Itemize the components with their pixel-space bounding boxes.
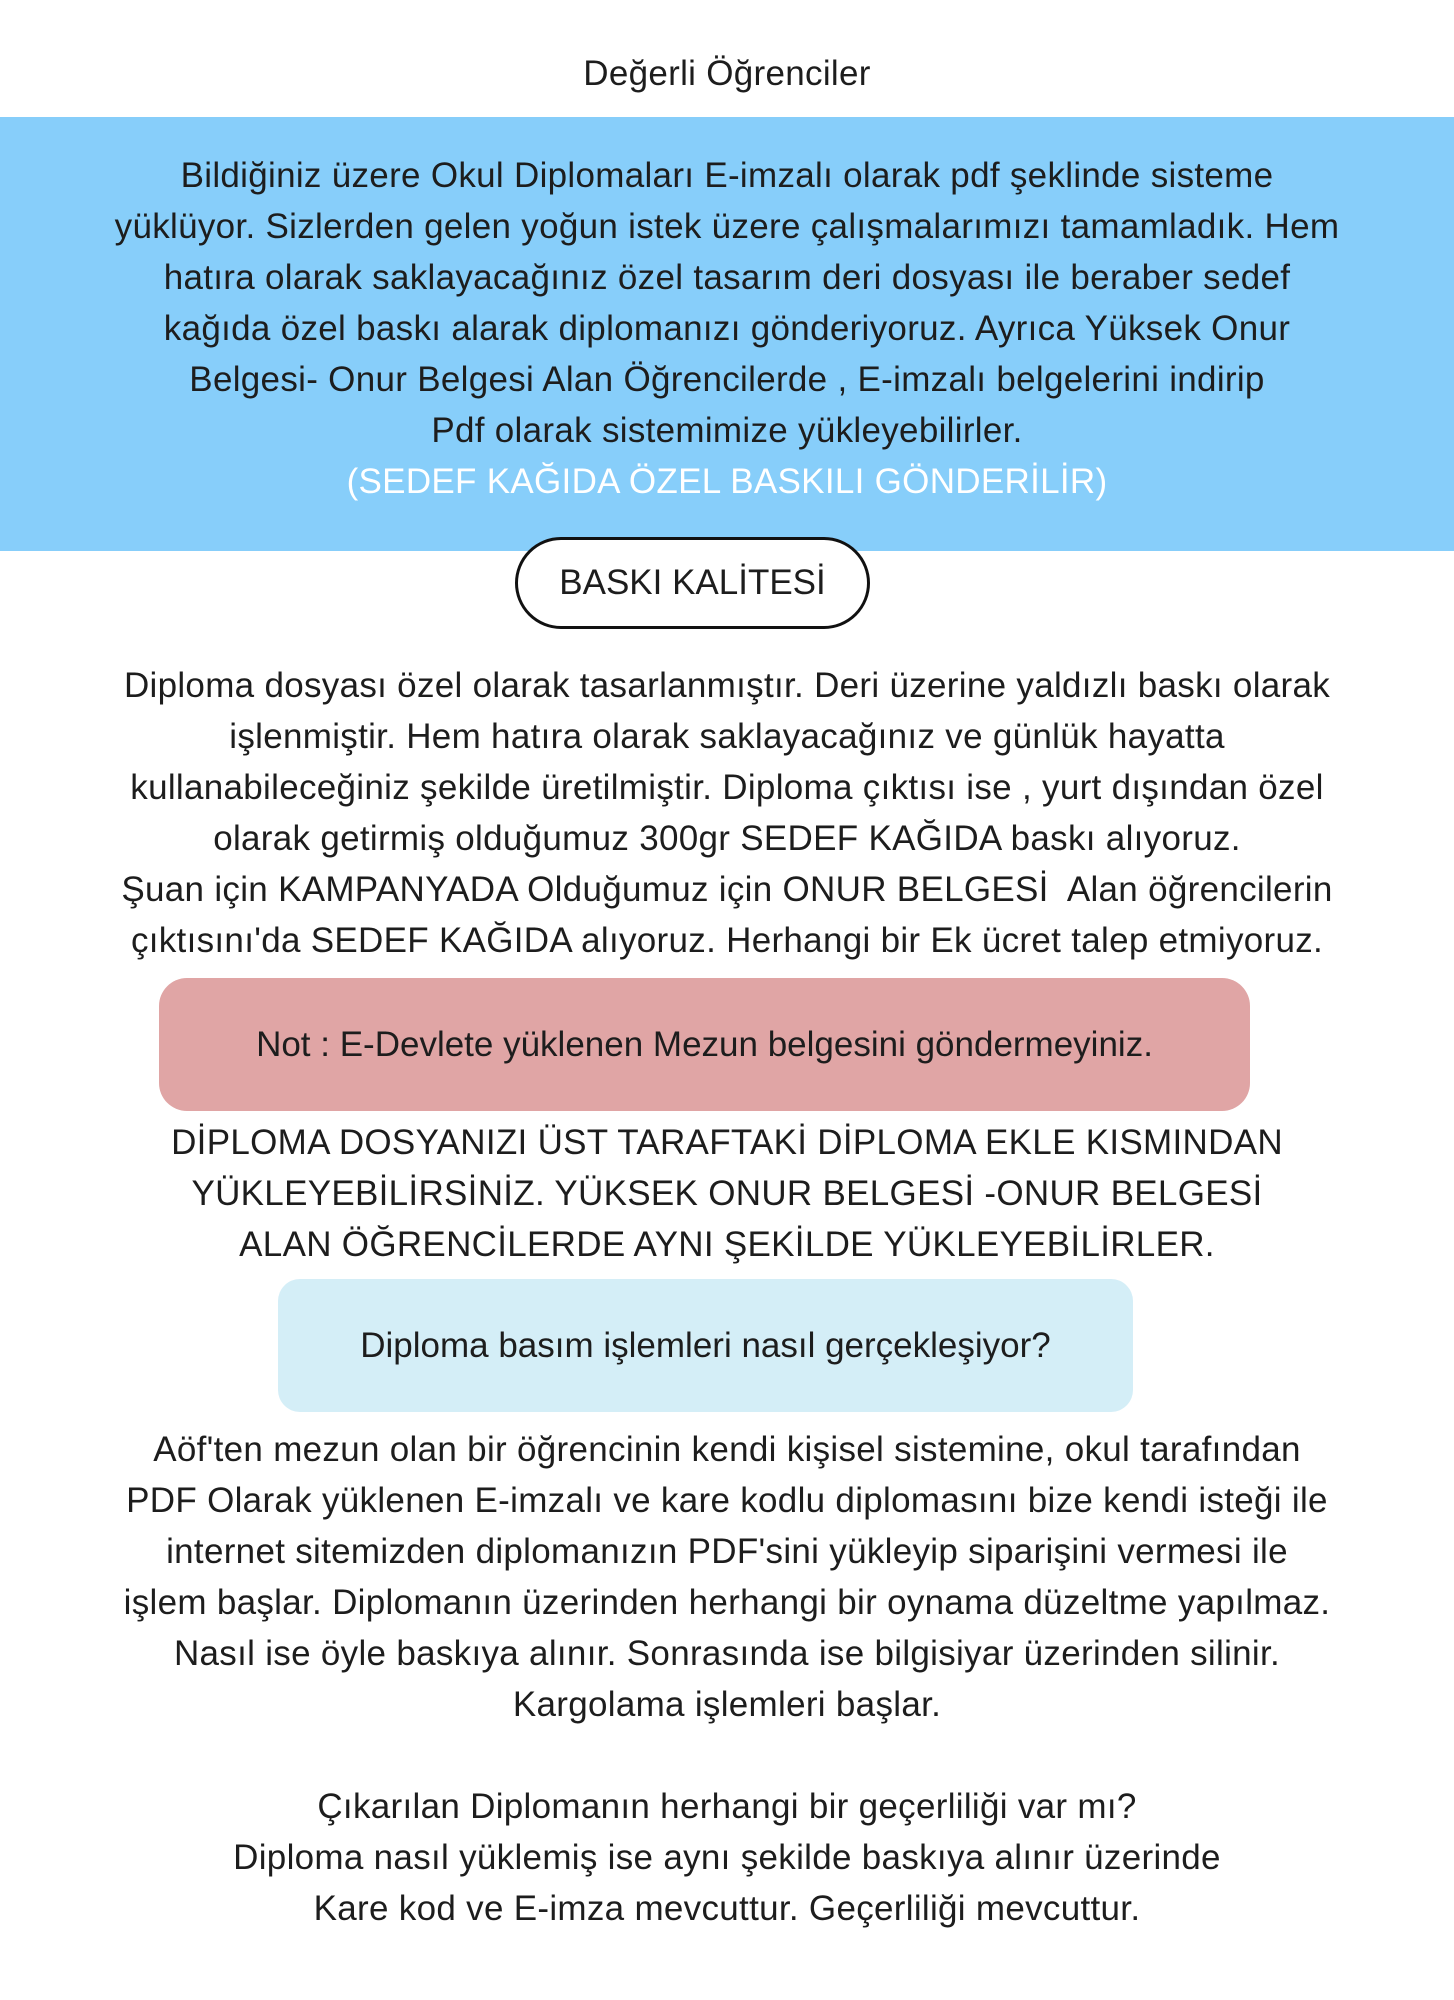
paragraph-line: Aöf'ten mezun olan bir öğrencinin kendi kişisel sistemine, okul tarafından [153,1430,1301,1469]
paragraph-line: Diploma dosyası özel olarak tasarlanmıştır. Deri üzerine yaldızlı baskı olarak [123,666,1331,705]
intro-line: Belgesi- Onur Belgesi Alan Öğrencilerde , E-imzalı belgelerini indirip [189,360,1265,399]
paragraph-line: Kare kod ve E-imza mevcuttur. Geçerliliği mevcuttur. [313,1889,1141,1928]
paragraph-line: Şuan için KAMPANYADA Olduğumuz için ONUR BELGESİ Alan öğrencilerin [121,870,1333,909]
intro-highlight: (SEDEF KAĞIDA ÖZEL BASKILI GÖNDERİLİR) [346,462,1108,501]
intro-line: kağıda özel baskı alarak diplomanızı gönderiyoruz. Ayrıca Yüksek Onur [163,309,1291,348]
intro-banner [0,117,1454,551]
paragraph-line: olarak getirmiş olduğumuz 300gr SEDEF KAĞIDA baskı alıyoruz. [213,819,1241,858]
paragraph-line: işlem başlar. Diplomanın üzerinden herhangi bir oynama düzeltme yapılmaz. [123,1583,1331,1622]
instruction-line: YÜKLEYEBİLİRSİNİZ. YÜKSEK ONUR BELGESİ -ONUR BELGESİ [191,1174,1263,1213]
paragraph-line: PDF Olarak yüklenen E-imzalı ve kare kodlu diplomasını bize kendi isteği ile [126,1481,1328,1520]
validity-paragraph [0,1781,1454,1934]
intro-line: Bildiğiniz üzere Okul Diplomaları E-imzalı olarak pdf şeklinde sisteme [180,156,1274,195]
instruction-line: DİPLOMA DOSYANIZI ÜST TARAFTAKİ DİPLOMA EKLE KISMINDAN [171,1123,1283,1162]
print-quality-paragraph [0,660,1454,966]
paragraph-line: çıktısını'da SEDEF KAĞIDA alıyoruz. Herhangi bir Ek ücret talep etmiyoruz. [130,921,1324,960]
paragraph-line: kullanabileceğiniz şekilde üretilmiştir. Diploma çıktısı ise , yurt dışından özel [130,768,1324,807]
print-quality-heading: BASKI KALİTESİ [515,537,870,629]
paragraph-line: Diploma nasıl yüklemiş ise aynı şekilde baskıya alınır üzerinde [233,1838,1221,1877]
paragraph-line: Nasıl ise öyle baskıya alınır. Sonrasında ise bilgisiyar üzerinden silinir. [173,1634,1281,1673]
paragraph-line: internet sitemizden diplomanızın PDF'sini yükleyip siparişini vermesi ile [166,1532,1288,1571]
intro-line: hatıra olarak saklayacağınız özel tasarım deri dosyası ile beraber sedef [163,258,1291,297]
paragraph-line: Çıkarılan Diplomanın herhangi bir geçerliliği var mı? [317,1787,1137,1826]
process-paragraph [0,1424,1454,1730]
warning-note: Not : E-Devlete yüklenen Mezun belgesini göndermeyiniz. [159,978,1250,1111]
page-title: Değerli Öğrenciler [583,54,871,93]
intro-line: Pdf olarak sistemimize yükleyebilirler. [431,411,1023,450]
intro-line: yüklüyor. Sizlerden gelen yoğun istek üzere çalışmalarımızı tamamladık. Hem [114,207,1340,246]
paragraph-line: işlenmiştir. Hem hatıra olarak saklayacağınız ve günlük hayatta [229,717,1225,756]
instruction-line: ALAN ÖĞRENCİLERDE AYNI ŞEKİLDE YÜKLEYEBİLİRLER. [239,1225,1215,1264]
faq-question-box: Diploma basım işlemleri nasıl gerçekleşiyor? [278,1279,1133,1412]
upload-instructions [0,1117,1454,1270]
paragraph-line: Kargolama işlemleri başlar. [512,1685,942,1724]
